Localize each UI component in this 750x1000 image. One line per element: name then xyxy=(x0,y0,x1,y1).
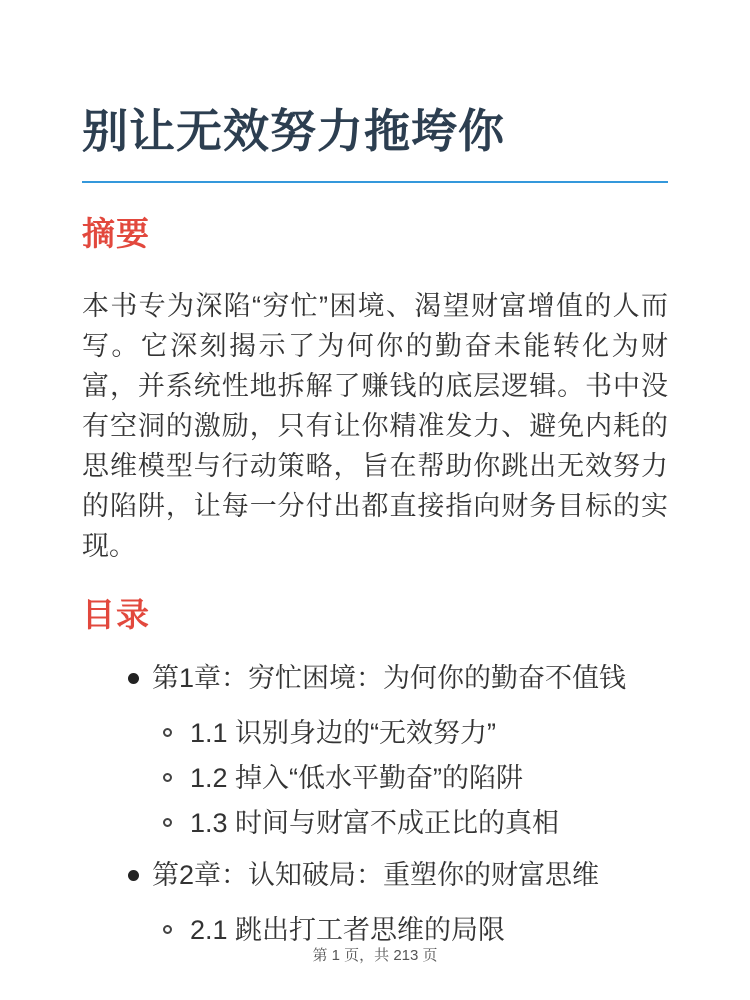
abstract-heading: 摘要 xyxy=(82,215,150,253)
toc-list xyxy=(82,658,668,950)
toc-item-label: 2.1 跳出打工者思维的局限 xyxy=(190,914,506,945)
toc-item-chapter-2 xyxy=(82,855,668,895)
bullet-circle-icon xyxy=(163,728,172,737)
toc-heading: 目录 xyxy=(82,596,150,634)
bullet-circle-icon xyxy=(163,773,172,782)
bullet-circle-icon xyxy=(163,925,172,934)
bullet-disc-icon xyxy=(128,673,139,684)
bullet-disc-icon xyxy=(128,870,139,881)
title-underline-rule xyxy=(82,181,668,183)
toc-item-label: 1.2 掉入“低水平勤奋”的陷阱 xyxy=(190,762,524,793)
abstract-body-text: 本书专为深陷“穷忙”困境、渴望财富增值的人而写。它深刻揭示了为何你的勤奋未能转化为财富，并系统性地拆解了赚钱的底层逻辑。书中没有空洞的激励，只有让你精准发力、避免内耗的思维模型与行动策略，旨在帮助你跳出无效努力的陷阱，让每一分付出都直接指向财务目标的实现。 xyxy=(82,291,668,562)
toc-item-label: 1.3 时间与财富不成正比的真相 xyxy=(190,807,560,838)
toc-item-chapter-1 xyxy=(82,658,668,698)
toc-item-1-2 xyxy=(82,758,668,798)
toc-item-1-3 xyxy=(82,803,668,843)
toc-item-label: 1.1 识别身边的“无效努力” xyxy=(190,717,497,748)
toc-item-label: 第2章：认知破局：重塑你的财富思维 xyxy=(152,859,600,890)
page-title: 别让无效努力拖垮你 xyxy=(82,105,505,157)
bullet-circle-icon xyxy=(163,818,172,827)
page-number-footer: 第 1 页，共 213 页 xyxy=(312,947,438,964)
toc-item-1-1 xyxy=(82,713,668,753)
toc-item-label: 第1章：穷忙困境：为何你的勤奋不值钱 xyxy=(152,662,627,693)
